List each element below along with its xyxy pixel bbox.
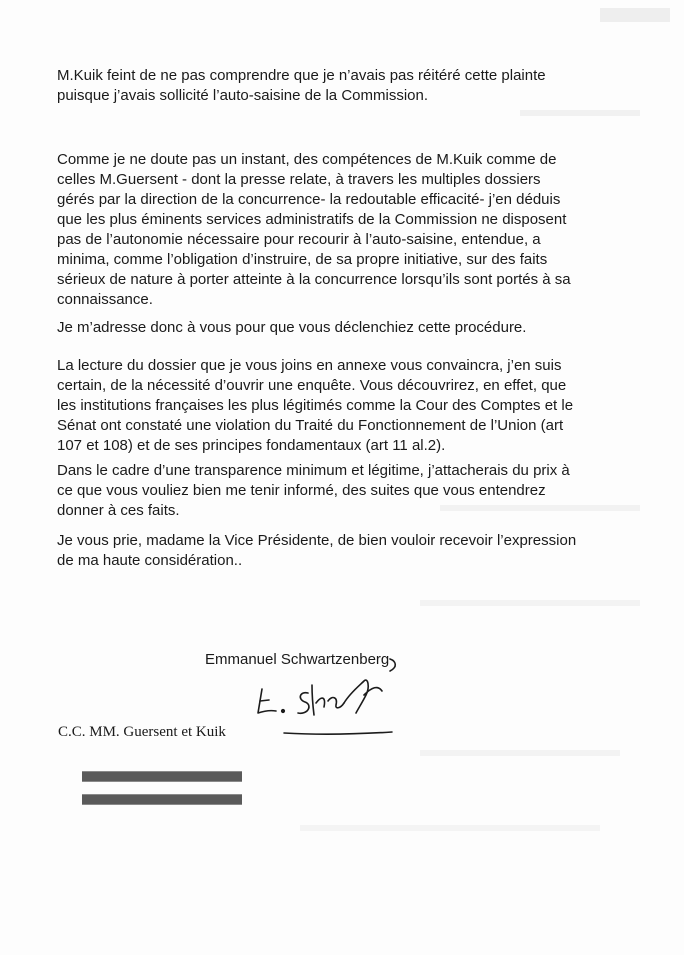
paragraph-3: [57, 318, 617, 338]
paragraph-2: [57, 150, 617, 310]
paragraph-5: [57, 461, 617, 521]
text-line: 107 et 108) et de ses principes fondamentaux (art 11 al.2).: [57, 437, 446, 454]
text-line: minima, comme l’obligation d’instruire, de sa propre initiative, sur des faits: [57, 251, 548, 268]
show-through-artifact: [420, 750, 620, 756]
show-through-artifact: [300, 825, 600, 831]
text-line: Dans le cadre d’une transparence minimum et légitime, j’attacherais du prix à: [57, 462, 570, 479]
text-line: que les plus éminents services administratifs de la Commission ne disposent: [57, 211, 567, 228]
text-line: La lecture du dossier que je vous joins en annexe vous convaincra, j’en suis: [57, 357, 562, 374]
text-line: les institutions françaises les plus légitimés comme la Cour des Comptes et le: [57, 397, 574, 414]
text-line: donner à ces faits.: [57, 502, 180, 519]
show-through-artifact: [520, 110, 640, 116]
handwritten-signature: [240, 655, 410, 745]
text-line: de ma haute considération..: [57, 552, 243, 569]
paragraph-1: [57, 66, 617, 106]
redaction-bar: [82, 794, 242, 805]
text-line: ce que vous vouliez bien me tenir informé, des suites que vous entendrez: [57, 482, 546, 499]
show-through-artifact: [600, 8, 670, 22]
text-line: Je m’adresse donc à vous pour que vous déclenchiez cette procédure.: [57, 319, 527, 336]
paragraph-6: [57, 531, 617, 571]
paragraph-4: [57, 356, 617, 456]
text-line: pas de l’autonomie nécessaire pour recourir à l’auto-saisine, entendue, a: [57, 231, 541, 248]
text-line: gérés par la direction de la concurrence- la redoutable efficacité- j’en déduis: [57, 191, 561, 208]
show-through-artifact: [420, 600, 640, 606]
text-line: connaissance.: [57, 291, 153, 308]
text-line: Sénat ont constaté une violation du Traité du Fonctionnement de l’Union (art: [57, 417, 564, 434]
text-line: puisque j’avais sollicité l’auto-saisine de la Commission.: [57, 87, 429, 104]
text-line: Comme je ne doute pas un instant, des compétences de M.Kuik comme de: [57, 151, 557, 168]
text-line: Je vous prie, madame la Vice Présidente, de bien vouloir recevoir l’expression: [57, 532, 577, 549]
redaction-bar: [82, 771, 242, 782]
text-line: certain, de la nécessité d’ouvrir une enquête. Vous découvrirez, en effet, que: [57, 377, 567, 394]
cc-line: C.C. MM. Guersent et Kuik: [58, 724, 226, 740]
text-line: sérieux de nature à porter atteinte à la concurrence lorsqu’ils sont portés à sa: [57, 271, 571, 288]
text-line: celles M.Guersent - dont la presse relate, à travers les multiples dossiers: [57, 171, 541, 188]
signer-name: Emmanuel Schwartzenberg: [205, 651, 390, 668]
text-line: M.Kuik feint de ne pas comprendre que je n’avais pas réitéré cette plainte: [57, 67, 546, 84]
